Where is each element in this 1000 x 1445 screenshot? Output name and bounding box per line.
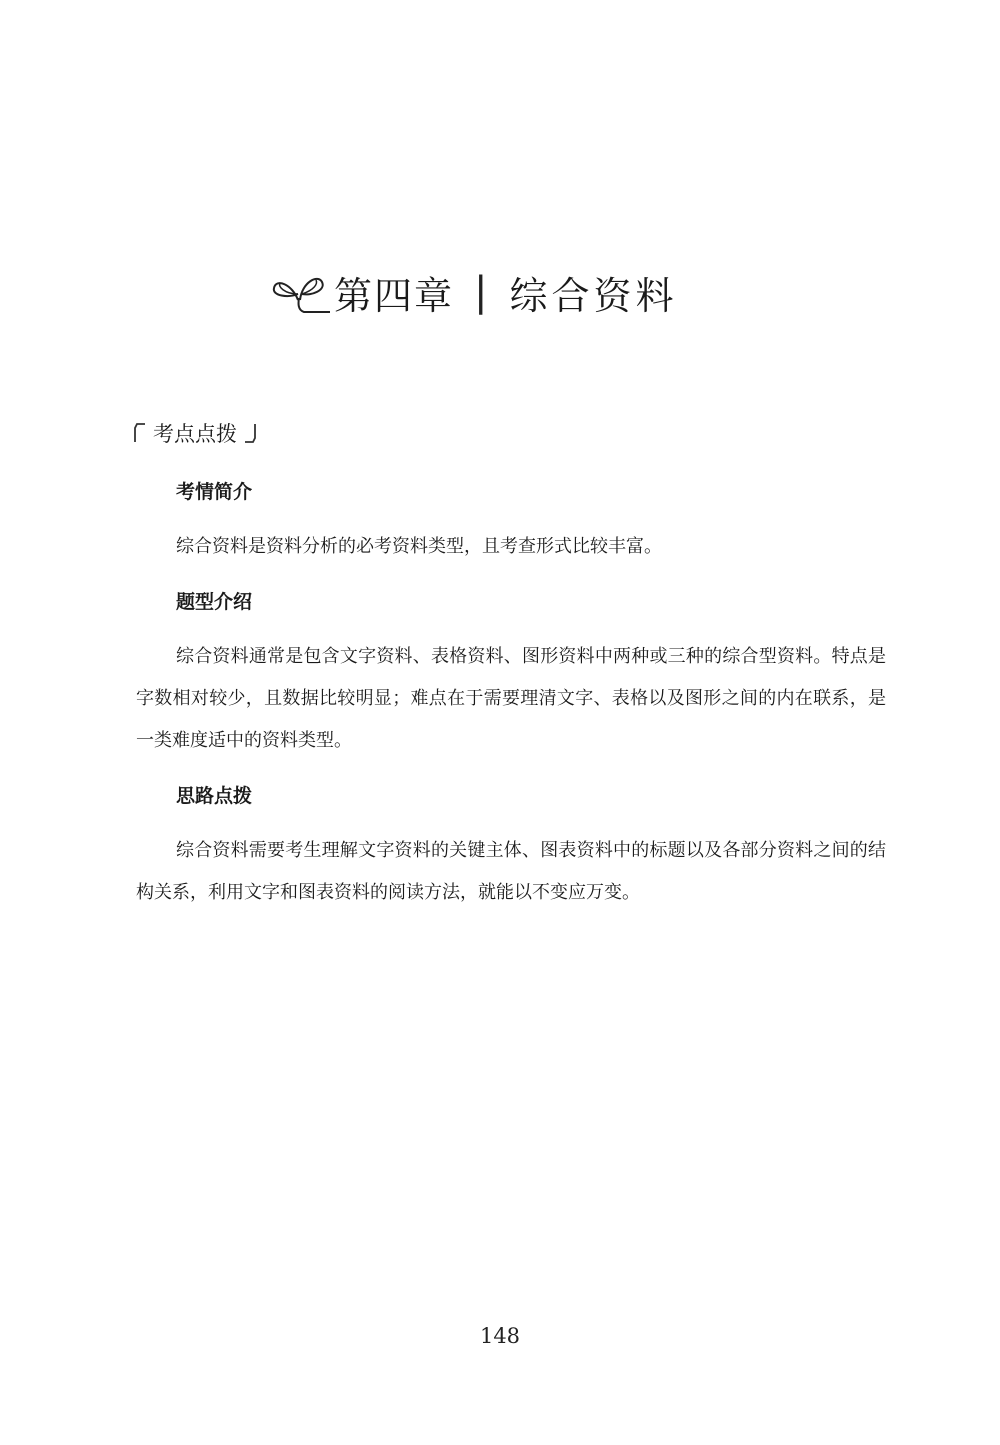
bracket-left-icon <box>133 420 147 446</box>
section-tag-label: 考点点拨 <box>153 422 237 446</box>
bracket-right-icon <box>243 420 257 446</box>
section-heading: 考情简介 <box>176 481 253 503</box>
section-paragraph: 综合资料通常是包含文字资料、表格资料、图形资料中两种或三种的综合型资料。特点是字数相对较少，且数据比较明显；难点在于需要理清文字、表格以及图形之间的内在联系，是一类难度适中的资料类型。 <box>136 646 886 751</box>
section-paragraph: 综合资料是资料分析的必考资料类型，且考查形式比较丰富。 <box>176 536 662 557</box>
section-tag <box>133 418 257 448</box>
chapter-number: 第四章 <box>334 273 455 318</box>
chapter-header <box>272 252 678 332</box>
section-paragraph: 综合资料需要考生理解文字资料的关键主体、图表资料中的标题以及各部分资料之间的结构关系，利用文字和图表资料的阅读方法，就能以不变应万变。 <box>136 840 886 903</box>
section-heading: 题型介绍 <box>176 591 253 613</box>
chapter-divider: | <box>474 269 488 315</box>
chapter-title: 综合资料 <box>509 273 678 318</box>
page-number: 148 <box>479 1324 521 1348</box>
sprout-icon <box>272 264 330 320</box>
section-heading: 思路点拨 <box>176 785 253 807</box>
content <box>136 478 886 936</box>
